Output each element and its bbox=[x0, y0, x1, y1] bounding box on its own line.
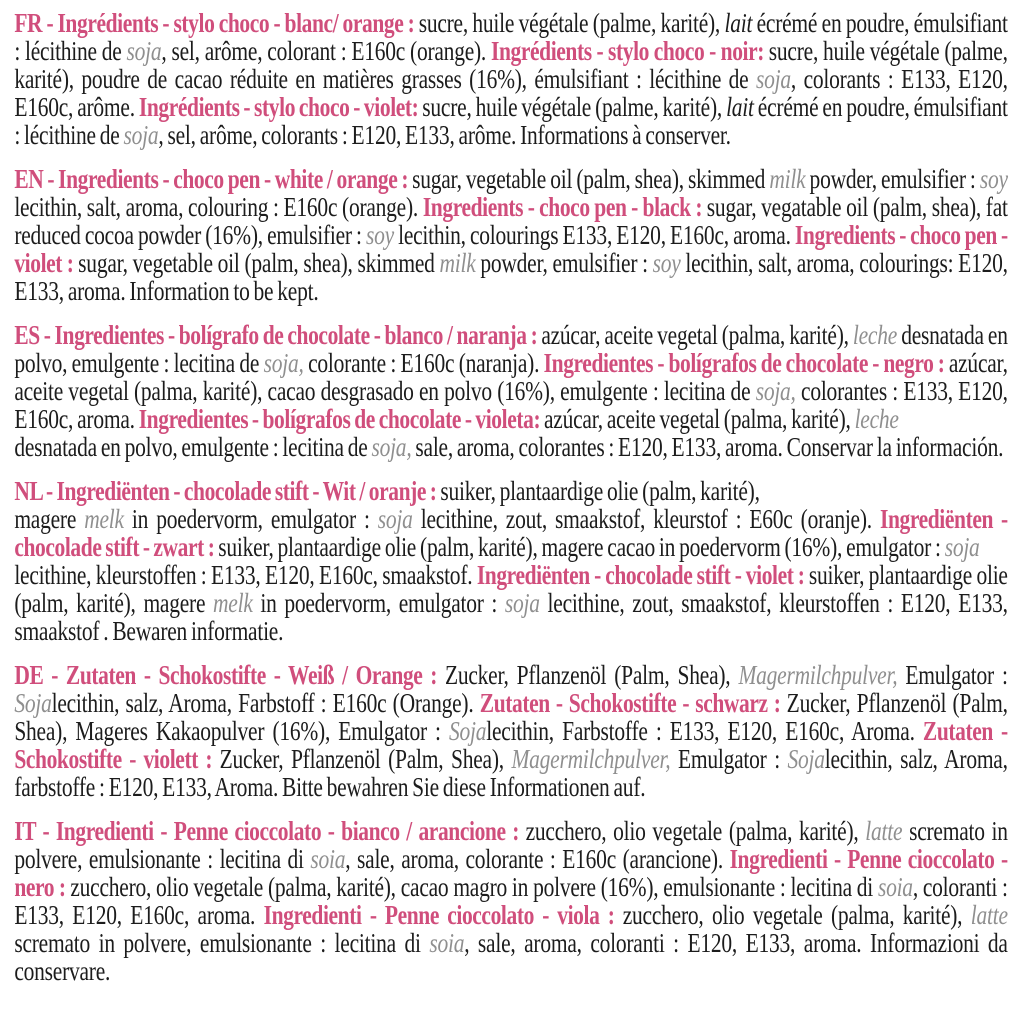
ingredients-paragraph-nl bbox=[14, 477, 1007, 645]
ingredient-text: sale, aroma, colorantes : E120, E133, aroma. Conservar la información. bbox=[411, 432, 1004, 462]
ingredient-text: suiker, plantaardige olie (palm, karité), magere cacao in poedervorm (16%), emulgator : bbox=[218, 532, 945, 562]
ingredient-text: Zucker, Pflanzenöl (Palm, Shea), bbox=[444, 660, 739, 690]
ingredient-text: Emulgator : bbox=[897, 660, 1008, 690]
allergen-text: soia bbox=[877, 872, 913, 902]
ingredient-heading: Ingrédients - stylo choco - noir: bbox=[490, 36, 769, 66]
ingredient-text: magere bbox=[14, 504, 85, 534]
allergen-text: soja bbox=[504, 588, 540, 618]
ingredient-text: lecithine, kleurstoffen : E133, E120, E160c, smaakstof. bbox=[14, 560, 477, 590]
ingredient-heading: EN - Ingredients - choco pen - white / orange : bbox=[14, 164, 413, 194]
ingredient-text: Zucker, Pflanzenöl (Palm, Shea), Mageres Kakaopulver (16%), Emulgator : bbox=[14, 688, 1008, 746]
ingredient-text: powder, emulsifier : bbox=[805, 164, 980, 194]
ingredient-text: lecithin, salz, Aroma, farbstoffe : E120, E133, Aroma. Bitte bewahren Sie diese Informationen auf. bbox=[14, 744, 1008, 802]
ingredient-text: zucchero, olio vegetale (palma, karité), bbox=[622, 900, 971, 930]
allergen-text: soja bbox=[126, 36, 162, 66]
ingredient-heading: Ingrediënten - chocolade stift - zwart : bbox=[14, 504, 1008, 562]
ingredient-text: lecithine, zout, smaakstof, kleurstoffen : E120, E133, smaakstof . Bewaren informatie. bbox=[14, 588, 1008, 646]
ingredient-heading: Ingredienti - Penne cioccolato - viola : bbox=[263, 900, 623, 930]
ingredient-text: scremato in polvere, emulsionante : lecitina di bbox=[14, 816, 1008, 874]
ingredient-text: in poedervorm, emulgator : bbox=[252, 588, 505, 618]
ingredient-text: , colorants : E133, E120, E160c, arôme. bbox=[14, 64, 1008, 122]
allergen-text: latte bbox=[865, 816, 903, 846]
ingredient-text: zucchero, olio vegetale (palma, karité), bbox=[525, 816, 866, 846]
ingredient-text: , sale, aroma, coloranti : E120, E133, aroma. Informazioni da conservare. bbox=[14, 928, 1008, 986]
allergen-text: melk bbox=[213, 588, 253, 618]
allergen-text: melk bbox=[84, 504, 124, 534]
allergen-text: soja bbox=[123, 120, 159, 150]
ingredient-text: suiker, plantaardige olie (palm, karité), magere bbox=[14, 560, 1008, 618]
ingredient-text: lecithin, salt, aroma, colouring : E160c (orange). bbox=[14, 192, 423, 222]
ingredient-text: écrémé en poudre, émulsifiant : lécithine de bbox=[14, 92, 1008, 150]
ingredient-text: , sel, arôme, colorants : E120, E133, arôme. Informations à conserver. bbox=[158, 120, 731, 150]
allergen-text: leche bbox=[854, 404, 899, 434]
ingredients-paragraph-es bbox=[14, 321, 1007, 461]
allergen-text: Soja bbox=[14, 688, 52, 718]
ingredient-heading: FR - Ingrédients - stylo choco - blanc/ orange : bbox=[14, 8, 419, 38]
ingredient-text: sucre, huile végétale (palme, karité), bbox=[418, 8, 725, 38]
ingredient-heading: Ingrédients - stylo choco - violet: bbox=[138, 92, 423, 122]
ingredient-heading: Zutaten - Schokostifte - schwarz : bbox=[479, 688, 787, 718]
allergen-text: soia bbox=[310, 844, 346, 874]
ingredient-text: sugar, vegetable oil (palm, shea), skimmed bbox=[78, 248, 440, 278]
ingredient-text: in poedervorm, emulgator : bbox=[123, 504, 378, 534]
ingredient-text: azúcar, aceite vegetal (palma, karité), bbox=[544, 404, 855, 434]
ingredient-text: lecithin, salt, aroma, colourings: E120, E133, aroma. Information to be kept. bbox=[14, 248, 1008, 306]
ingredient-text: desnatada en polvo, emulgente : lecitina de bbox=[14, 432, 372, 462]
allergen-text: soja bbox=[944, 532, 980, 562]
ingredient-text: powder, emulsifier : bbox=[475, 248, 653, 278]
ingredient-heading: Ingredientes - bolígrafos de chocolate - negro : bbox=[543, 348, 949, 378]
ingredients-paragraph-en bbox=[14, 165, 1007, 305]
ingredient-text: sugar, vegatable oil (palm, shea), fat reduced cocoa powder (16%), emulsifier : bbox=[14, 192, 1008, 250]
ingredient-heading: IT - Ingredienti - Penne cioccolato - bianco / arancione : bbox=[14, 816, 526, 846]
ingredient-text: zucchero, olio vegetale (palma, karité), cacao magro in polvere (16%), emulsionante : lecitina di bbox=[70, 872, 878, 902]
ingredient-heading: Ingredients - choco pen - violet : bbox=[14, 220, 1008, 278]
allergen-text: milk bbox=[769, 164, 806, 194]
ingredient-text: lecithin, salz, Aroma, Farbstoff : E160c (Orange). bbox=[51, 688, 480, 718]
ingredient-heading: ES - Ingredientes - bolígrafo de chocolate - blanco / naranja : bbox=[14, 320, 542, 350]
allergen-text: soy bbox=[979, 164, 1008, 194]
allergen-text: latte bbox=[970, 900, 1008, 930]
ingredient-text: Emulgator : bbox=[670, 744, 788, 774]
ingredient-text: , sel, arôme, colorant : E160c (orange). bbox=[161, 36, 491, 66]
allergen-text: Magermilchpulver, bbox=[511, 744, 671, 774]
allergen-text: milk bbox=[439, 248, 476, 278]
allergen-text: Soja bbox=[448, 716, 487, 746]
ingredient-text: scremato in polvere, emulsionante : lecitina di bbox=[14, 928, 430, 958]
allergen-text: Magermilchpulver, bbox=[738, 660, 898, 690]
ingredients-paragraph-de bbox=[14, 661, 1007, 801]
ingredient-text: sucre, huile végétale (palme, karité), poudre de cacao réduite en matières grasses (16%), émulsifiant : lécithine de bbox=[14, 36, 1008, 94]
allergen-text: soja bbox=[377, 504, 413, 534]
ingredient-heading: Zutaten - Schokostifte - violett : bbox=[14, 716, 1008, 774]
ingredient-text: azúcar, aceite vegetal (palma, karité), cacao desgrasado en polvo (16%), emulgente : lecitina de bbox=[14, 348, 1008, 406]
allergen-text: soja, bbox=[371, 432, 412, 462]
ingredient-text: Zucker, Pflanzenöl (Palm, Shea), bbox=[219, 744, 512, 774]
allergen-text: soja bbox=[756, 64, 791, 94]
ingredient-text: lecithine, zout, smaakstof, kleurstof : E60c (oranje). bbox=[412, 504, 880, 534]
allergen-text: soja, bbox=[263, 348, 304, 378]
ingredients-paragraph-it bbox=[14, 817, 1007, 985]
allergen-text: soia bbox=[429, 928, 465, 958]
allergen-text: leche bbox=[852, 320, 898, 350]
ingredient-text: , coloranti : E133, E120, E160c, aroma. bbox=[14, 872, 1008, 930]
ingredient-heading: NL - Ingrediënten - chocolade stift - Wit / oranje : bbox=[14, 476, 441, 506]
ingredient-heading: DE - Zutaten - Schokostifte - Weiß / Orange : bbox=[14, 660, 445, 690]
ingredient-text: desnatada en polvo, emulgente : lecitina de bbox=[14, 320, 1008, 378]
ingredient-text: , sale, aroma, colorante : E160c (arancione). bbox=[345, 844, 730, 874]
ingredient-text: sugar, vegetable oil (palm, shea), skimmed bbox=[412, 164, 770, 194]
ingredient-heading: Ingredienti - Penne cioccolato - nero : bbox=[14, 844, 1008, 902]
allergen-text: soja, bbox=[755, 376, 796, 406]
ingredient-text: suiker, plantaardige olie (palm, karité), bbox=[440, 476, 760, 506]
ingredient-text: écrémé en poudre, émulsifiant : lécithine de bbox=[14, 8, 1008, 66]
ingredient-text: sucre, huile végétale (palme, karité), bbox=[422, 92, 727, 122]
ingredient-heading: Ingredients - choco pen - black : bbox=[422, 192, 707, 222]
ingredient-text: colorantes : E133, E120, E160c, aroma. bbox=[14, 376, 1008, 434]
ingredient-text: azúcar, aceite vegetal (palma, karité), bbox=[541, 320, 853, 350]
ingredient-text: colorante : E160c (naranja). bbox=[303, 348, 544, 378]
ingredient-text: lecithin, Farbstoffe : E133, E120, E160c, Aroma. bbox=[486, 716, 923, 746]
allergen-text: soy bbox=[365, 220, 394, 250]
allergen-text: Soja bbox=[787, 744, 825, 774]
ingredient-heading: Ingrediënten - chocolade stift - violet : bbox=[476, 560, 809, 590]
allergen-text: soy bbox=[652, 248, 681, 278]
allergen-text: lait bbox=[724, 8, 753, 38]
ingredient-heading: Ingredientes - bolígrafos de chocolate - violeta: bbox=[138, 404, 545, 434]
ingredients-paragraph-fr bbox=[14, 9, 1007, 149]
ingredient-text: lecithin, colourings E133, E120, E160c, aroma. bbox=[393, 220, 795, 250]
allergen-text: lait bbox=[726, 92, 754, 122]
